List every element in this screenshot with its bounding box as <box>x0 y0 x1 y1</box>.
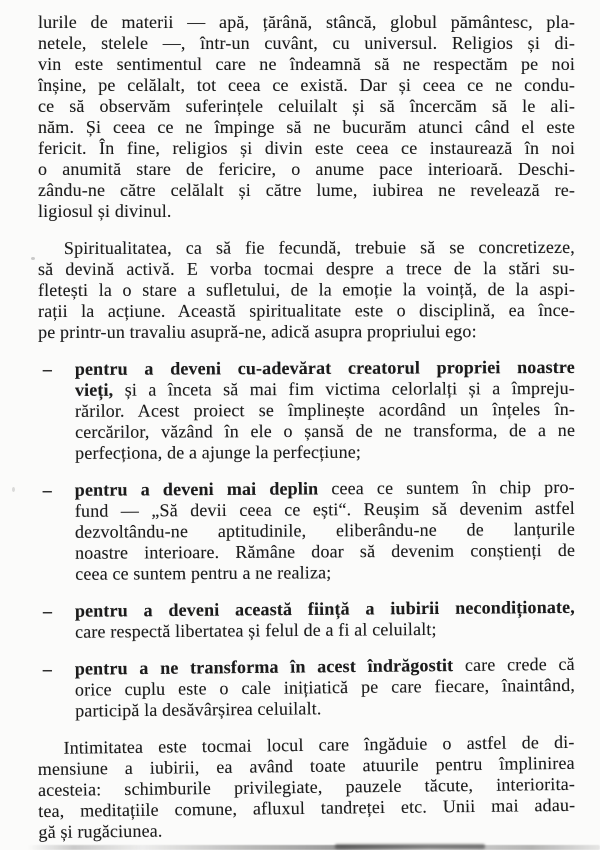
text-segment: năm. Și ceea ce ne împinge să ne bucurăm atunci când el este <box>38 117 575 137</box>
list-item <box>38 477 576 585</box>
bold-text-segment: pentru a deveni mai deplin <box>74 478 319 500</box>
list-item <box>38 597 575 643</box>
list-dash-marker: – <box>42 479 52 500</box>
text-segment: fund — „Să devii ceea ce ești“. Reușim să devenim astfel <box>74 497 575 521</box>
text-segment: cercărilor, văzând în ele o șansă de ne transforma, de a ne <box>75 419 576 442</box>
text-line <box>38 54 575 75</box>
text-segment: tea, meditațiile comune, afluxul tandreței etc. Unii mai adau- <box>38 794 576 821</box>
list-dash-marker: – <box>42 658 53 679</box>
text-line <box>75 498 575 522</box>
list-dash-marker: – <box>42 358 53 379</box>
text-segment: care crede că <box>453 653 575 676</box>
text-segment: Spiritualitatea, ca să fie fecundă, trebuie să se concretizeze, <box>63 236 575 258</box>
text-segment: fletești la o stare a sufletului, de la emoție la voință, de la aspi- <box>37 278 576 300</box>
text-segment: gă și rugăciunea. <box>38 820 163 842</box>
text-line <box>38 159 575 180</box>
scan-bottom-edge-artifact <box>28 845 600 850</box>
text-line <box>75 618 575 643</box>
text-segment: zându-ne către celălalt și către lume, iubirea ne revelează re- <box>38 180 575 200</box>
scan-speck-artifact <box>31 257 35 260</box>
text-segment: rărilor. Acest proiect se împlinește acordând un înțeles în- <box>74 398 576 421</box>
text-line <box>38 75 575 96</box>
text-line <box>38 33 575 54</box>
text-line <box>38 12 575 33</box>
list-item <box>38 357 575 464</box>
text-line <box>75 477 575 501</box>
text-line <box>38 300 575 322</box>
text-segment: Intimitatea este tocmai locul care îngăduie o astfel de di- <box>63 731 575 758</box>
bold-text-segment: vieți, <box>74 379 114 400</box>
text-segment: vin este sentimentul care ne îndeamnă să ne respectăm pe noi <box>38 54 575 74</box>
text-line <box>75 399 575 422</box>
text-segment: ce să observăm suferințele celuilalt și să încercăm să le ali- <box>38 96 575 116</box>
text-line <box>75 441 575 464</box>
scan-speck-artifact <box>12 487 15 492</box>
bold-text-segment: pentru a deveni această ființă a iubirii necondiționate, <box>74 596 575 621</box>
text-line <box>38 96 575 117</box>
text-segment: mensiune a iubirii, ea având toate atuurile pentru împlinirea <box>37 752 575 780</box>
text-segment: pe printr-un travaliu asupră-ne, adică asupra propriului ego: <box>38 321 477 342</box>
paragraph <box>38 237 575 343</box>
text-segment: orice cuplu este o cale inițiatică pe care fiecare, înaintând, <box>74 674 576 700</box>
text-segment: dezvoltându-ne aptitudinile, eliberându-ne de lanțurile <box>74 518 576 542</box>
text-line <box>38 201 575 222</box>
text-line <box>38 237 575 259</box>
text-segment: să devină activă. E vorba tocmai despre a trece de la stări su- <box>37 257 575 280</box>
page-text-column <box>38 12 575 843</box>
paragraph <box>38 12 575 222</box>
scan-bottom-edge-dark-artifact <box>335 844 485 849</box>
text-segment: lurile de materii — apă, țărână, stâncă, globul pământesc, pla- <box>38 12 575 32</box>
text-segment: noastre interioare. Rămâne doar să devenim conștienți de <box>75 539 576 563</box>
text-line <box>75 519 575 543</box>
text-segment: ceea ce suntem în chip pro- <box>318 476 575 499</box>
bold-text-segment: pentru a ne transforma în acest îndrăgostit <box>74 655 454 679</box>
text-segment: ceea ce suntem pentru a ne realiza; <box>75 562 332 584</box>
text-line <box>75 378 575 401</box>
text-segment: perfecționa, de a ajunge la perfecțiune; <box>75 441 362 463</box>
text-segment: o anumită stare de fericire, o anume pace interioară. Deschi- <box>38 159 575 179</box>
text-segment: fericit. În fine, religios și divin este ceea ce instaurează în noi <box>38 138 575 158</box>
text-line <box>38 117 575 138</box>
text-line <box>75 696 575 722</box>
paragraph <box>37 732 575 843</box>
text-segment: ligiosul și divinul. <box>38 201 172 221</box>
text-segment: și a înceta să mai fim victima celorlalți și a împreju- <box>113 377 575 400</box>
text-segment: înșine, pe celălalt, tot ceea ce există. Dar și ceea ce ne condu- <box>38 75 575 95</box>
list-item <box>38 654 576 722</box>
text-segment: acesteia: schimburile privilegiate, pauzele tăcute, interiorita- <box>37 773 576 800</box>
text-line <box>75 540 575 564</box>
text-line <box>38 180 575 201</box>
text-line <box>38 321 575 343</box>
text-segment: participă la desăvârșirea celuilalt. <box>75 698 322 721</box>
text-line <box>75 561 575 585</box>
text-line <box>75 597 575 622</box>
text-line <box>38 279 575 301</box>
text-line <box>38 258 575 280</box>
text-segment: care respectă libertatea și felul de a fi al celuilalt; <box>74 618 437 642</box>
text-segment: rații la acțiune. Această spiritualitate este o disciplină, ea înce- <box>38 299 576 321</box>
text-line <box>38 138 575 159</box>
text-line <box>75 357 575 380</box>
list-dash-marker: – <box>42 600 53 621</box>
text-line <box>75 420 575 443</box>
bold-text-segment: pentru a deveni cu-adevărat creatorul propriei noastre <box>74 356 575 379</box>
text-segment: netele, stelele —, într-un cuvânt, cu universul. Religios și di- <box>38 33 575 53</box>
